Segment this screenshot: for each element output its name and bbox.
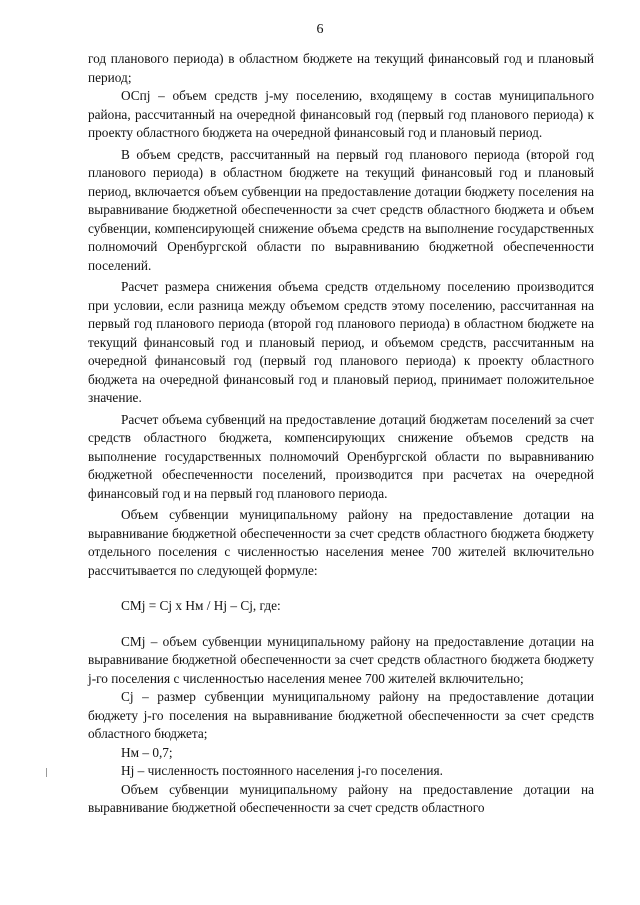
paragraph: Объем субвенции муниципальному району на предоставление дотации на выравнивание бюджетной обеспеченности за счет средств областного xyxy=(88,781,594,815)
document-body xyxy=(88,50,594,818)
scan-mark xyxy=(46,768,47,777)
paragraph: ОСпj – объем средств j-му поселению, входящему в состав муниципального района, рассчитанный на очередной финансовый год (первый год планового периода) к проекту областного бюджета на очередной финансовый год и плановый период. xyxy=(88,88,594,140)
paragraph: СМj – объем субвенции муниципальному району на предоставление дотации на выравнивание бюджетной обеспеченности за счет средств областного бюджета бюджету j-го поселения с численностью населения менее 700 жителей включительно; xyxy=(88,633,594,686)
paragraph: Объем субвенции муниципальному району на предоставление дотации на выравнивание бюджетной обеспеченности за счет средств областного бюджета бюджету отдельного поселения с численностью населения менее 700 жителей включительно рассчитывается по следующей формуле: xyxy=(88,507,594,578)
page-number: 6 xyxy=(316,22,324,37)
formula: СМj = Сj х Нм / Нj – Сj, где: xyxy=(121,598,281,613)
paragraph: Расчет размера снижения объема средств отдельному поселению производится при условии, если разница между объемом средств этому поселению, рассчитанная на первый год планового периода (второй год планового периода) в областном бюджете на текущий финансовый год и плановый период, и объемом средств, рассчитанным на очередной финансовый год (первый год планового периода) к проекту областного бюджета на очередной финансовый год и плановый период, принимает положительное значение. xyxy=(88,279,594,405)
paragraph: Расчет объема субвенций на предоставление дотаций бюджетам поселений за счет средств областного бюджета, компенсирующих снижение объемов средств на выполнение государственных полномочий Оренбургской области по выравниванию бюджетной обеспеченности поселений, производится при расчетах на очередной финансовый год и на первый год планового периода. xyxy=(88,411,594,501)
paragraph: Нм – 0,7; xyxy=(121,744,173,760)
paragraph: В объем средств, рассчитанный на первый год планового периода (второй год планового периода) в областном бюджете на текущий финансовый год и плановый период, включается объем субвенции на предоставление дотации бюджету поселения на выравнивание бюджетной обеспеченности за счет средств областного бюджета и объем субвенции, компенсирующей снижение объема средств на выполнение государственных полномочий Оренбургской области по выравниванию бюджетной обеспеченности поселений. xyxy=(88,146,594,273)
paragraph: Сj – размер субвенции муниципальному району на предоставление дотации бюджету j-го поселения на выравнивание бюджетной обеспеченности за счет средств областного бюджета; xyxy=(88,689,594,741)
paragraph: год планового периода) в областном бюджете на текущий финансовый год и плановый период; xyxy=(88,51,594,85)
paragraph: Нj – численность постоянного населения j-го поселения. xyxy=(121,763,443,778)
